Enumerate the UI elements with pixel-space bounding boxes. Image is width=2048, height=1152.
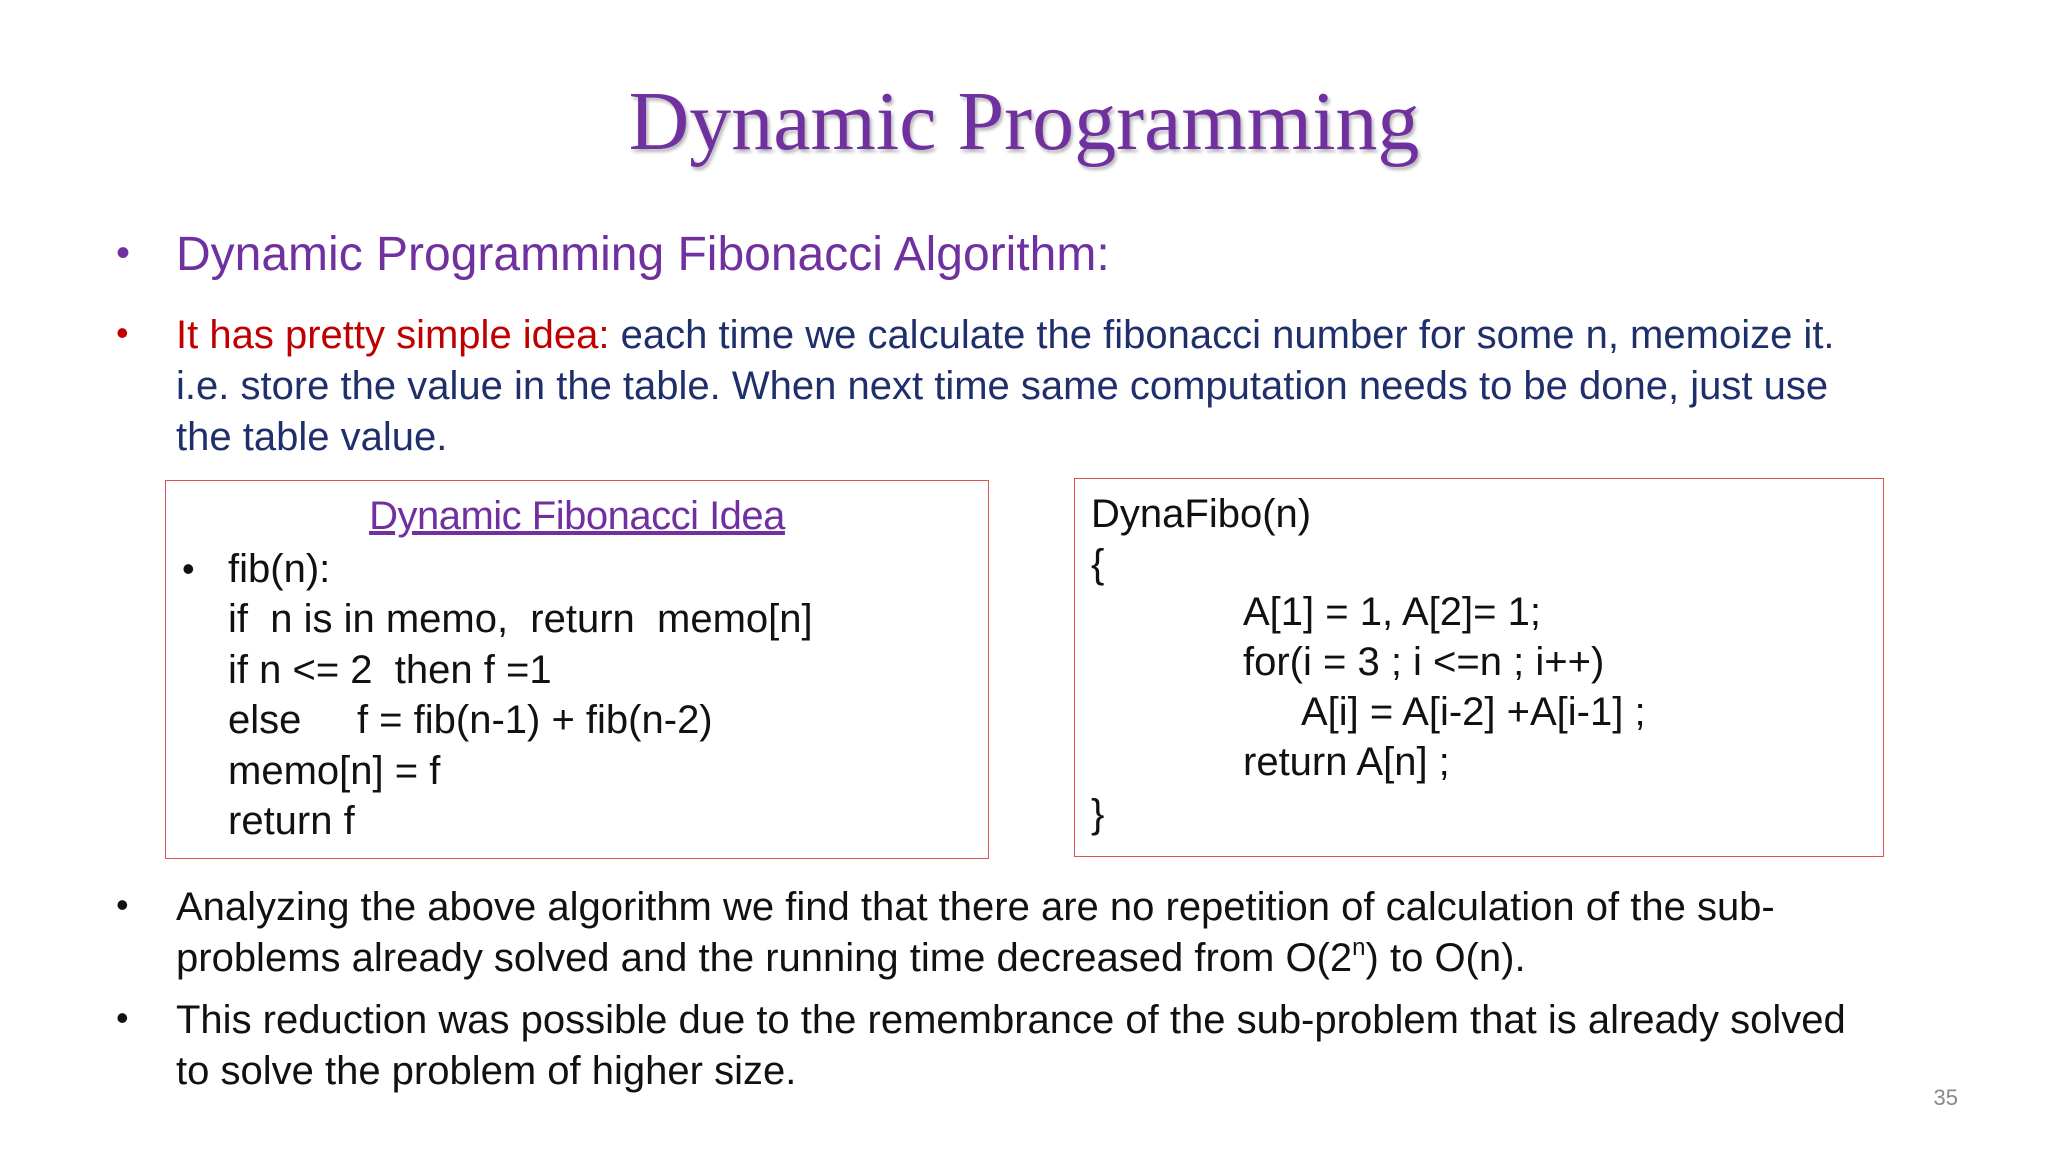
dynafibo-code-box [1074,478,1884,857]
idea-line: if n is in memo, return memo[n] [228,597,813,641]
code-line: A[i] = A[i-2] +A[i-1] ; [1301,690,1646,734]
bullet-dot-icon: • [182,548,195,589]
bullet-dot-icon: • [116,884,129,925]
idea-box-heading: Dynamic Fibonacci Idea [369,494,785,538]
bullet-text [176,310,1976,463]
slide-title: Dynamic Programming [628,75,1420,168]
bullet-text [176,882,1976,984]
code-line: A[1] = 1, A[2]= 1; [1243,590,1541,634]
complexity-post: ) to O(n). [1365,936,1526,980]
exponent: n [1352,934,1366,961]
dynamic-fibonacci-idea-box [165,480,989,859]
bullet-dot-icon: • [116,997,129,1038]
code-line: DynaFibo(n) [1091,492,1312,536]
idea-lead-text: It has pretty simple idea: [176,313,610,357]
code-line: } [1091,792,1105,836]
bullet-dot-icon: • [116,231,131,275]
idea-line-rest: each time we calculate the fibonacci number for some n, memoize it. [609,313,1835,357]
bullet-line: Analyzing the above algorithm we find that there are no repetition of calculation of the sub- [176,885,1775,929]
bullet-line: i.e. store the value in the table. When next time same computation needs to be done, just use [176,364,1829,408]
bullet-line [176,310,1976,361]
idea-line: fib(n): [228,547,331,591]
idea-line: memo[n] = f [228,749,441,793]
bullet-dot-icon: • [116,312,129,353]
bullet-line [176,933,1976,984]
code-line: return A[n] ; [1243,740,1450,784]
bullet-line: the table value. [176,415,448,459]
idea-line: else f = fib(n-1) + fib(n-2) [228,698,713,742]
slide-number: 35 [1933,1085,1958,1110]
idea-line: if n <= 2 then f =1 [228,648,552,692]
bullet-text [176,995,1976,1097]
idea-line: return f [228,799,355,843]
code-line: { [1091,542,1105,586]
complexity-pre: problems already solved and the running time decreased from O(2 [176,936,1353,980]
bullet-line: to solve the problem of higher size. [176,1049,797,1093]
code-line: for(i = 3 ; i <=n ; i++) [1243,640,1605,684]
bullet-text: Dynamic Programming Fibonacci Algorithm: [176,228,1110,281]
bullet-line: This reduction was possible due to the remembrance of the sub-problem that is already solved [176,998,1846,1042]
